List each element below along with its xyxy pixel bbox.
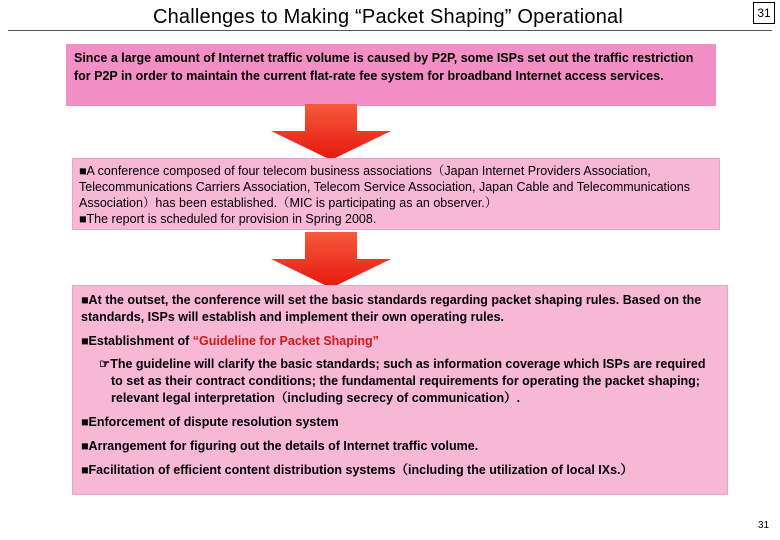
- summary-box: [66, 44, 716, 106]
- facilitation-item: ■Facilitation of efficient content distribution systems（including the utilization of local IXs.）: [81, 463, 634, 477]
- down-arrow-icon: [271, 232, 391, 288]
- page-number-box: 31: [753, 2, 775, 24]
- page-title: Challenges to Making “Packet Shaping” Operational: [152, 6, 624, 28]
- report-schedule-text: ■The report is scheduled for provision in Spring 2008.: [79, 212, 377, 226]
- guideline-prefix: ■Establishment of: [81, 334, 193, 348]
- down-arrow-icon: [271, 104, 391, 160]
- footer-page-number: 31: [758, 520, 770, 531]
- guideline-item: [81, 333, 719, 350]
- guideline-title: “Guideline for Packet Shaping”: [192, 334, 379, 348]
- guideline-detail: ☞The guideline will clarify the basic standards; such as information coverage which ISPs are required to set as their contract conditions; the fundamental requirements for operating the packet shaping; relevant legal interpretation（including secrecy of communication）.: [99, 357, 706, 405]
- title-rule: [8, 30, 772, 31]
- summary-text: Since a large amount of Internet traffic volume is caused by P2P, some ISPs set out the traffic restriction for P2P in order to maintain the current flat-rate fee system for broadband Internet access services.: [74, 51, 694, 83]
- enforcement-item: ■Enforcement of dispute resolution system: [81, 415, 339, 429]
- outcomes-box: [72, 285, 728, 495]
- arrangement-item: ■Arrangement for figuring out the details of Internet traffic volume.: [81, 439, 479, 453]
- conference-text: ■A conference composed of four telecom business associations（Japan Internet Providers Association, Telecommunications Carriers Association, Telecom Service Association, Japan Cable and Telecommunications Association）has been established.（MIC is participating as an observer.）: [79, 164, 690, 210]
- outset-text: ■At the outset, the conference will set the basic standards regarding packet shaping rules. Based on the standards, ISPs will establish and implement their own operating rules.: [81, 293, 702, 324]
- conference-box: [72, 158, 720, 230]
